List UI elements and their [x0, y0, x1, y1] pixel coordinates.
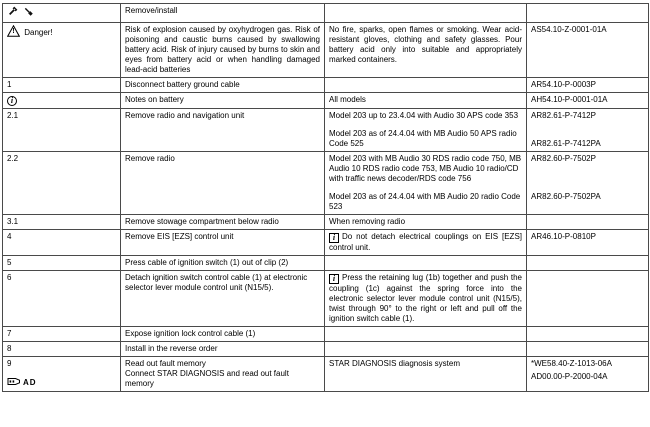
- document-code-cell: [527, 109, 649, 152]
- table-row: [3, 342, 649, 357]
- step-description: Press cable of ignition switch (1) out of clip (2): [121, 256, 325, 271]
- info-icon: i: [7, 96, 17, 106]
- procedure-table: [2, 3, 649, 392]
- document-code-cell: [527, 357, 649, 392]
- note-text: Press the retaining lug (1b) together and push the coupling (1c) against the spring force into the electronic selector lever module control unit (N15/5), twist through 90° to the right or left and pull off the ignition switch cable (1).: [329, 273, 522, 323]
- document-code: AR46.10-P-0810P: [527, 230, 649, 256]
- step-condition-cell: [325, 152, 527, 215]
- diagnosis-connector-icon: [7, 377, 21, 389]
- table-title: Remove/install: [121, 4, 325, 23]
- danger-exclamation: !: [12, 28, 15, 35]
- step-condition: STAR DIAGNOSIS diagnosis system: [325, 357, 527, 392]
- condition-variant: Model 203 as of 24.4.04 with MB Audio 20 radio Code 523: [329, 192, 521, 211]
- condition-variant: Model 203 as of 24.4.04 with MB Audio 50 APS radio Code 525: [329, 129, 517, 148]
- table-row: [3, 78, 649, 93]
- danger-triangle-icon: [7, 25, 20, 37]
- step-description: Install in the reverse order: [121, 342, 325, 357]
- document-code: AR82.60-P-7502P: [531, 154, 596, 163]
- table-row: [3, 357, 649, 392]
- document-code: *WE58.40-Z-1013-06A: [531, 359, 612, 368]
- step-condition: When removing radio: [325, 215, 527, 230]
- table-row: [3, 152, 649, 215]
- remove-tool-icon: [7, 6, 21, 20]
- step-description: Detach ignition switch control cable (1) at electronic selector lever module control unit (N15/5).: [121, 271, 325, 327]
- empty-cell: [325, 327, 527, 342]
- table-row: [3, 109, 649, 152]
- table-row: [3, 215, 649, 230]
- step-description: Expose ignition lock control cable (1): [121, 327, 325, 342]
- danger-label: Danger!: [24, 28, 53, 37]
- info-icon: i: [329, 274, 339, 284]
- document-code: AS54.10-Z-0001-01A: [527, 23, 649, 78]
- empty-cell: [527, 271, 649, 327]
- document-code: AR82.61-P-7412P: [531, 111, 596, 120]
- table-row: [3, 271, 649, 327]
- step-description: Remove radio and navigation unit: [121, 109, 325, 152]
- step-number-cell: [3, 357, 121, 392]
- step-description: Notes on battery: [121, 93, 325, 109]
- step-number: 9: [7, 359, 12, 368]
- step-condition-cell: [325, 230, 527, 256]
- condition-variant: Model 203 with MB Audio 30 RDS radio code 750, MB Audio 10 RDS radio code 753, MB Audio 10 radio/CD with traffic news decoder/RDS code 756: [329, 154, 522, 183]
- step-number: 2.2: [3, 152, 121, 215]
- step-description: Remove stowage compartment below radio: [121, 215, 325, 230]
- step-number-cell: [3, 23, 121, 78]
- table-row: [3, 4, 649, 23]
- step-number: 3.1: [3, 215, 121, 230]
- diagnosis-tool-cell: [7, 377, 116, 389]
- step-number: 6: [3, 271, 121, 327]
- step-condition: All models: [325, 93, 527, 109]
- empty-cell: [527, 4, 649, 23]
- step-description: Read out fault memory: [125, 359, 206, 368]
- empty-cell: [325, 342, 527, 357]
- step-description-cell: [121, 357, 325, 392]
- diagnosis-tool-label: AD: [23, 378, 37, 387]
- document-code-cell: [527, 152, 649, 215]
- step-number-cell: [3, 93, 121, 109]
- table-row: [3, 256, 649, 271]
- step-condition-cell: [325, 271, 527, 327]
- empty-cell: [325, 256, 527, 271]
- table-row: [3, 327, 649, 342]
- step-description: Remove radio: [121, 152, 325, 215]
- step-description: Risk of explosion caused by oxyhydrogen gas. Risk of poisoning and caustic burns caused by swallowing battery acid. Risk of injury caused by burns to skin and eyes from battery acid or when handling damaged lead-acid batteries: [121, 23, 325, 78]
- info-icon: i: [329, 233, 339, 243]
- document-code: AR82.60-P-7502PA: [531, 192, 601, 201]
- step-condition: No fire, sparks, open flames or smoking. Wear acid-resistant gloves, clothing and safety glasses. Pour battery acid only into suitable and appropriately marked containers.: [325, 23, 527, 78]
- empty-cell: [527, 342, 649, 357]
- header-icon-cell: [3, 4, 121, 23]
- step-description: Disconnect battery ground cable: [121, 78, 325, 93]
- empty-cell: [527, 215, 649, 230]
- document-code: AR82.61-P-7412PA: [531, 139, 601, 148]
- empty-cell: [527, 256, 649, 271]
- table-row: [3, 93, 649, 109]
- step-number: 7: [3, 327, 121, 342]
- step-number: 5: [3, 256, 121, 271]
- document-code: AH54.10-P-0001-01A: [527, 93, 649, 109]
- document-code: AR54.10-P-0003P: [527, 78, 649, 93]
- step-number: 4: [3, 230, 121, 256]
- empty-cell: [325, 4, 527, 23]
- empty-cell: [325, 78, 527, 93]
- condition-variant: Model 203 up to 23.4.04 with Audio 30 APS code 353: [329, 111, 519, 120]
- document-code: AD00.00-P-2000-04A: [531, 372, 608, 381]
- step-description: Remove EIS [EZS] control unit: [121, 230, 325, 256]
- step-number: 1: [3, 78, 121, 93]
- step-description: Connect STAR DIAGNOSIS and read out fault memory: [125, 369, 289, 388]
- step-number: 2.1: [3, 109, 121, 152]
- step-number: 8: [3, 342, 121, 357]
- note-text: Do not detach electrical couplings on EIS [EZS] control unit.: [329, 232, 522, 252]
- table-row: [3, 230, 649, 256]
- step-condition-cell: [325, 109, 527, 152]
- empty-cell: [527, 327, 649, 342]
- install-tool-icon: [23, 6, 37, 20]
- table-row: [3, 23, 649, 78]
